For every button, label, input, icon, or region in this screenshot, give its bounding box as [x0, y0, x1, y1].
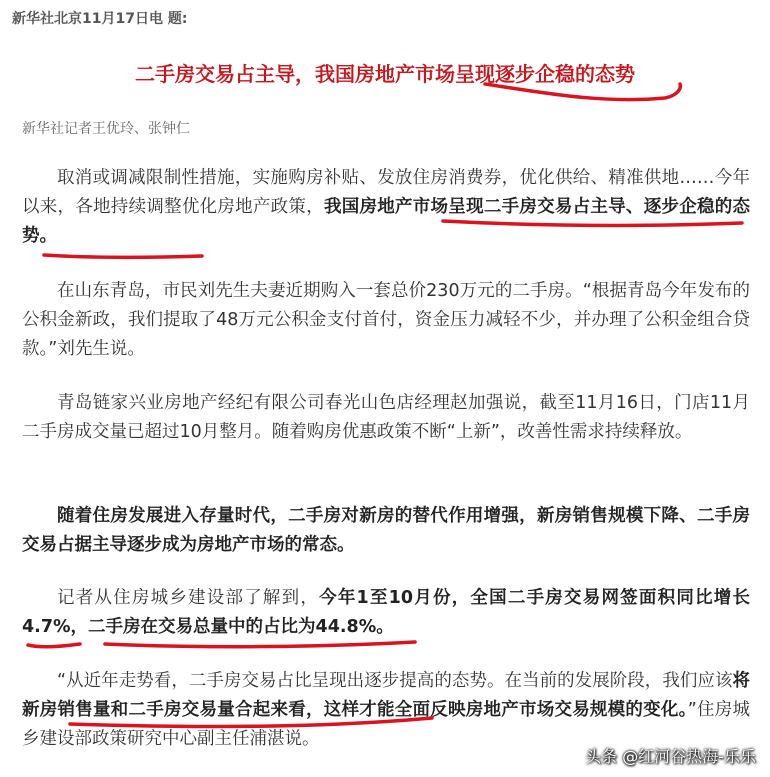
- paragraph-5: [22, 584, 750, 642]
- paragraph-1: [22, 164, 750, 251]
- paragraph-5-text: 记者从住房城乡建设部了解到，: [57, 588, 320, 608]
- paragraph-6-tail: ”住房城乡建设部政策研究中心副主任浦湛说。: [22, 700, 750, 749]
- paragraph-5-highlight: 今年1至10月份，全国二手房交易网签面积同比增长4.7%，二手房在交易总量中的占比为44.8%。: [22, 588, 751, 637]
- dateline: 新华社北京11月17日电 题:: [12, 11, 188, 27]
- paragraph-1-text: 取消或调减限制性措施，实施购房补贴、发放住房消费券，优化供给、精准供地……今年以来，各地持续调整优化房地产政策，: [22, 168, 750, 217]
- article-title: 二手房交易占主导，我国房地产市场呈现逐步企稳的态势: [135, 62, 635, 86]
- p5-underline-1: [28, 644, 80, 647]
- p1-underline-2: [44, 255, 202, 257]
- paragraph-2: 在山东青岛，市民刘先生夫妻近期购入一套总价230万元的二手房。“根据青岛今年发布的公积金新政，我们提取了48万元公积金支付首付，资金压力减轻不少，并办理了公积金组合贷款。”刘先生说。: [22, 281, 750, 359]
- p5-underline-2: [105, 642, 415, 647]
- paragraph-4: 随着住房发展进入存量时代，二手房对新房的替代作用增强，新房销售规模下降、二手房交易占据主导逐步成为房地产市场的常态。: [22, 506, 750, 555]
- paragraph-6: [22, 667, 750, 754]
- paragraph-6-highlight: 将新房销售量和二手房交易量合起来看，这样才能全面反映房地产市场交易规模的变化。: [22, 671, 750, 720]
- paragraph-3: 青岛链家兴业房地产经纪有限公司春光山色店经理赵加强说，截至11月16日，门店11月二手房成交量已超过10月整月。随着购房优惠政策不断“上新”，改善性需求持续释放。: [22, 393, 750, 442]
- watermark: 头条 @红河谷热海-乐乐: [585, 747, 756, 766]
- paragraph-1-highlight: 我国房地产市场呈现二手房交易占主导、逐步企稳的态势。: [22, 197, 751, 246]
- paragraph-6-text: “从近年走势看，二手房交易占比呈现出逐步提高的态势。在当前的发展阶段，我们应该: [57, 671, 733, 691]
- reporter-byline: 新华社记者王优玲、张钟仁: [22, 121, 190, 137]
